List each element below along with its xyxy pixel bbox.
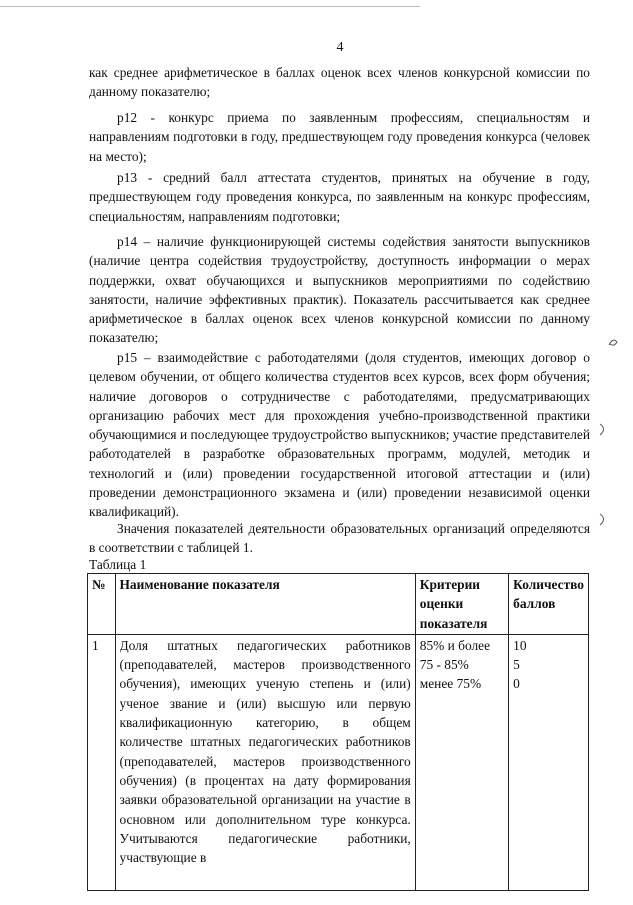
header-number: №: [88, 574, 116, 635]
criteria-item: менее 75%: [419, 676, 482, 692]
paragraph-p13: p13 - средний балл аттестата студентов, принятых на обучение в году, предшествующем году проведения конкурса, по заявленным на конкурс профессиям, специальностям, направлениям подготовки;: [89, 170, 590, 224]
header-indicator-name: Наименование показателя: [115, 574, 415, 635]
paragraph-p12: p12 - конкурс приема по заявленным профессиям, специальностям и направлениям подготовки в году, предшествующем году проведения конкурса (человек на место);: [89, 110, 590, 164]
top-border-line: [0, 6, 420, 7]
criteria-item: 75 - 85%: [419, 657, 469, 673]
row-number: 1: [88, 634, 116, 890]
points-item: 0: [513, 676, 520, 692]
criteria-item: 85% и более: [419, 637, 491, 653]
points-item: 5: [513, 657, 520, 673]
page-number: 4: [336, 40, 344, 55]
paragraph-table-reference: Значения показателей деятельности образовательных организаций определяются в соответствии с таблицей 1.: [89, 521, 590, 556]
scan-artifact-mark: [596, 510, 610, 528]
table-header-row: [88, 574, 589, 635]
paragraph-p15: p15 – взаимодействие с работодателями (доля студентов, имеющих договор о целевом обучении, от общего количества студентов всех курсов, всех форм обучения; наличие договоров о сотрудничестве с работодателями, предусматривающих организацию рабочих мест для прохождения учебно-производственной практики обучающимися и последующее трудоустройство выпускников; участие представителей работодателей в разработке образовательных программ, модулей, методик и технологий и (или) проведении государственной итоговой аттестации и (или) проведении демонстрационного экзамена и (или) проведении независимой оценки квалификаций).: [89, 350, 590, 520]
row-indicator-text: Доля штатных педагогических работников (преподавателей, мастеров производственного обучения), имеющих ученую степень и (или) ученое звание и (или) высшую или первую квалификационную категорию, в общем количестве штатных педагогических работников (преподавателей, мастеров производственного обучения) (в процентах на дату формирования заявки образовательной организации на участие в основном или дополнительном туре конкурса. Учитываются педагогические работники, участвующие в: [119, 637, 411, 866]
paragraph-p14: p14 – наличие функционирующей системы содействия занятости выпускников (наличие центра содействия трудоустройству, доступность информации о мерах поддержки, охват обучающихся и выпускников мероприятиями по содействию занятости, наличие эффективных практик). Показатель рассчитывается как среднее арифметическое в баллах оценок всех членов конкурсной комиссии по данному показателю;: [89, 234, 590, 346]
paragraph-continuation: как среднее арифметическое в баллах оценок всех членов конкурсной комиссии по данному показателю;: [89, 65, 590, 100]
table-caption: Таблица 1: [89, 557, 147, 572]
scan-artifact-mark: [606, 333, 620, 349]
indicators-table: [87, 573, 589, 891]
header-points: Количество баллов: [509, 574, 589, 635]
header-criteria: Критерии оценки показателя: [415, 574, 508, 635]
points-item: 10: [513, 637, 527, 653]
row-indicator-name: [115, 634, 415, 890]
table-row: [88, 634, 589, 890]
scan-artifact-mark: [596, 420, 610, 438]
row-criteria: [415, 634, 508, 890]
row-points: [509, 634, 589, 890]
